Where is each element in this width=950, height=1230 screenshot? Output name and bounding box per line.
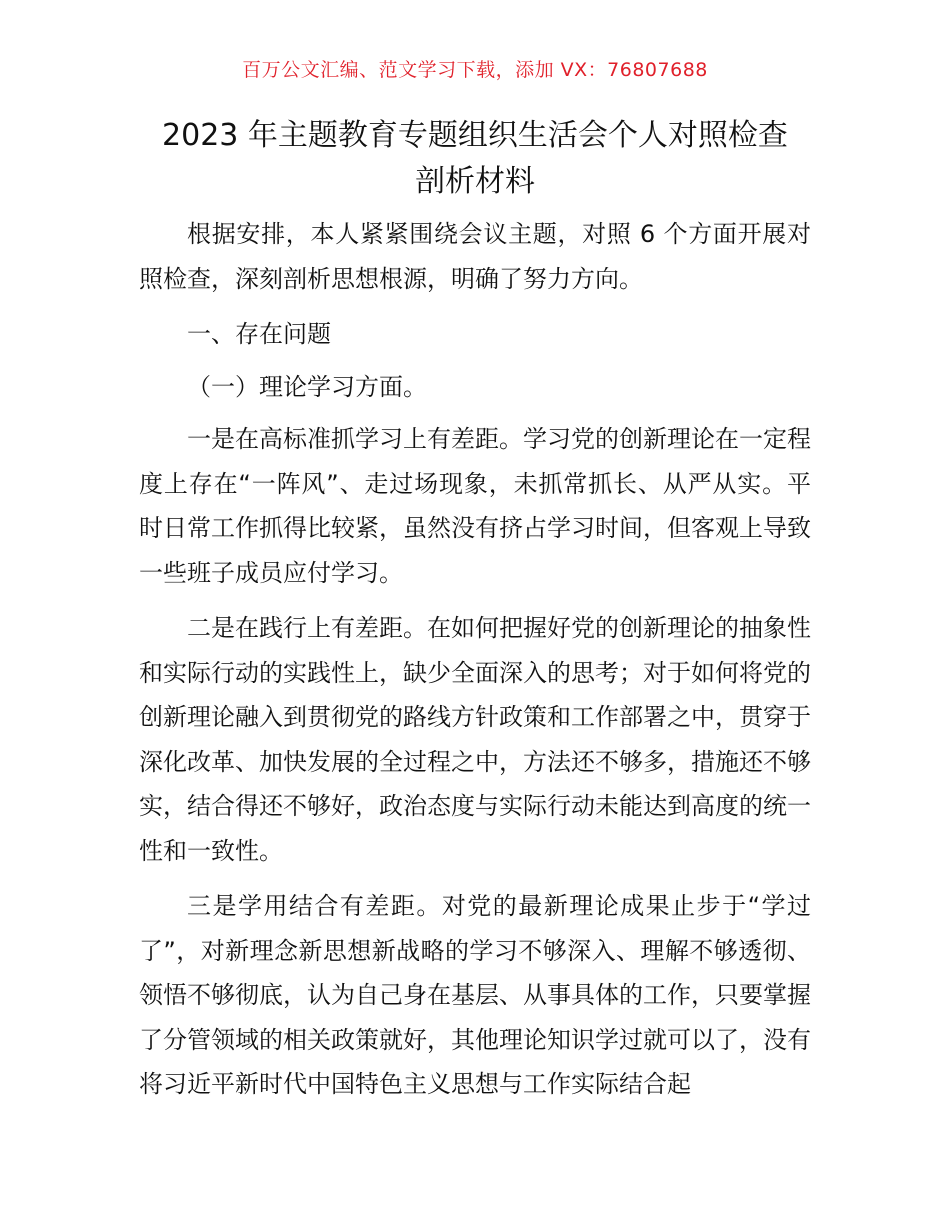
paragraph-item-1: 一是在高标准抓学习上有差距。学习党的创新理论在一定程度上存在“一阵风”、走过场现象，未抓常抓长、从严从实。平时日常工作抓得比较紧，虽然没有挤占学习时间，但客观上导致一些班子成员应付学习。 [139, 425, 811, 587]
subsection-heading-theory: （一）理论学习方面。 [187, 372, 427, 401]
section-heading-problems: 一、存在问题 [187, 320, 331, 348]
paragraph-item-2: 二是在践行上有差距。在如何把握好党的创新理论的抽象性和实际行动的实践性上，缺少全面深入的思考；对于如何将党的创新理论融入到贯彻党的路线方针政策和工作部署之中，贯穿于深化改革、加快发展的全过程之中，方法还不够多，措施还不够实，结合得还不够好，政治态度与实际行动未能达到高度的统一性和一致性。 [139, 614, 811, 865]
paragraph-intro: 根据安排，本人紧紧围绕会议主题，对照 6 个方面开展对照检查，深刻剖析思想根源，明确了努力方向。 [139, 220, 811, 293]
document-body [139, 212, 811, 1118]
title-line-1: 2023 年主题教育专题组织生活会个人对照检查 [162, 118, 788, 153]
title-line-2: 剖析材料 [415, 164, 535, 199]
document-title [100, 113, 850, 205]
paragraph-item-3: 三是学用结合有差距。对党的最新理论成果止步于“学过了”，对新理念新思想新战略的学习不够深入、理解不够透彻、领悟不够彻底，认为自己身在基层、从事具体的工作，只要掌握了分管领域的相关政策就好，其他理论知识学过就可以了，没有将习近平新时代中国特色主义思想与工作实际结合起 [139, 892, 811, 1098]
watermark-banner: 百万公文汇编、范文学习下载，添加 VX：76807688 [242, 59, 708, 81]
